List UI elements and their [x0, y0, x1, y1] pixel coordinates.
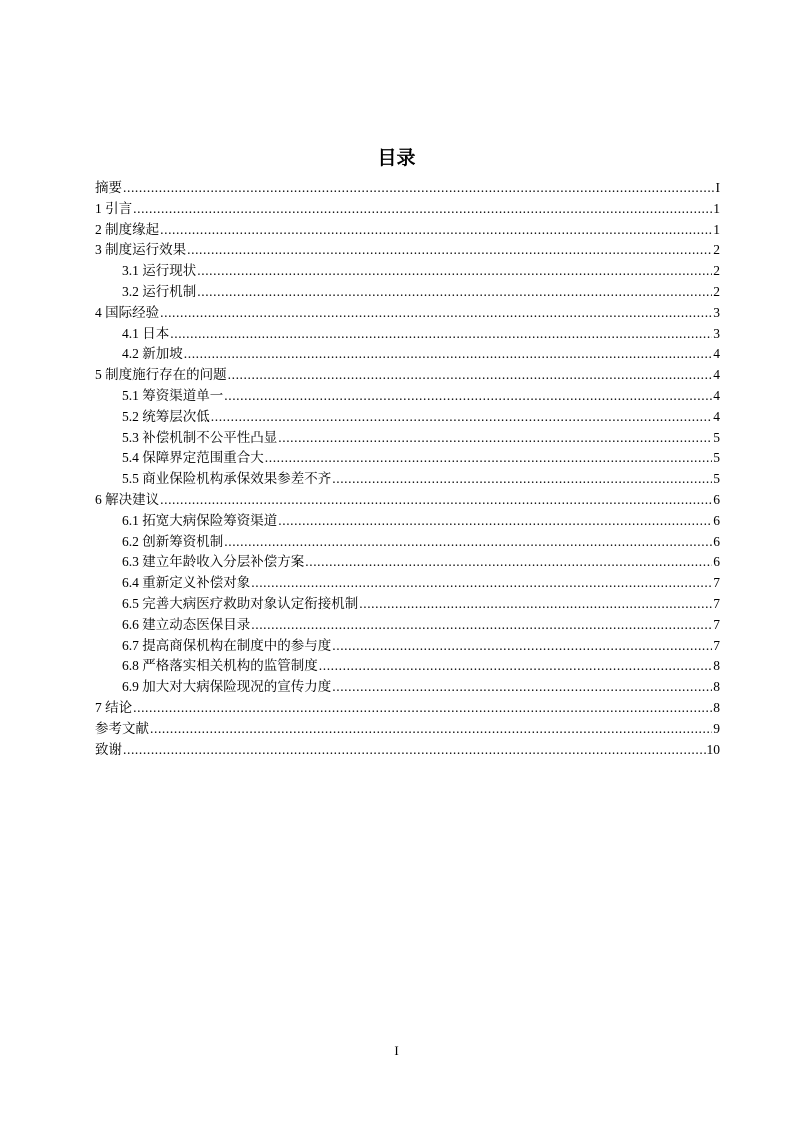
dot-leader [187, 240, 712, 261]
page-number: I [394, 1043, 399, 1058]
toc-list [95, 178, 720, 760]
toc-entry-label: 6.4 重新定义补偿对象 [122, 575, 251, 591]
toc-entry-page-number: 4 [713, 387, 720, 403]
toc-entry[interactable] [95, 178, 720, 199]
toc-entry[interactable] [95, 511, 720, 532]
toc-entry[interactable] [95, 636, 720, 657]
dot-leader [251, 615, 712, 636]
dot-leader [278, 428, 712, 449]
toc-entry-page-number: 4 [713, 408, 720, 424]
toc-entry[interactable] [95, 677, 720, 698]
toc-entry[interactable] [95, 428, 720, 449]
toc-entry-page-number: 8 [713, 679, 720, 695]
toc-entry-page-number: 10 [706, 741, 720, 757]
toc-entry-page-number: 2 [713, 283, 720, 299]
toc-entry-label: 5.3 补偿机制不公平性凸显 [122, 429, 278, 445]
dot-leader [160, 303, 712, 324]
dot-leader [224, 386, 712, 407]
dot-leader [133, 199, 712, 220]
toc-entry-page-number: 6 [713, 512, 720, 528]
toc-entry-label: 6.8 严格落实相关机构的监管制度 [122, 658, 318, 674]
toc-entry-page-number: 7 [713, 616, 720, 632]
toc-entry-label: 4.2 新加坡 [122, 346, 183, 362]
dot-leader [319, 656, 713, 677]
toc-entry-label: 1 引言 [95, 200, 133, 216]
toc-entry-label: 摘要 [95, 180, 122, 195]
dot-leader [251, 573, 712, 594]
toc-entry-label: 5.1 筹资渠道单一 [122, 387, 224, 403]
dot-leader [332, 636, 712, 657]
dot-leader [170, 324, 712, 345]
toc-entry-page-number: 7 [713, 595, 720, 611]
toc-entry-page-number: 2 [713, 263, 720, 279]
dot-leader [278, 511, 712, 532]
toc-entry[interactable] [95, 240, 720, 261]
toc-entry-page-number: 5 [713, 471, 720, 487]
toc-entry[interactable] [95, 698, 720, 719]
toc-entry-label: 3.2 运行机制 [122, 283, 197, 299]
toc-entry[interactable] [95, 324, 720, 345]
dot-leader [133, 698, 712, 719]
toc-entry-label: 4 国际经验 [95, 304, 160, 320]
toc-entry-page-number: 6 [713, 554, 720, 570]
toc-entry[interactable] [95, 407, 720, 428]
toc-entry[interactable] [95, 448, 720, 469]
toc-entry[interactable] [95, 532, 720, 553]
dot-leader [123, 740, 706, 761]
toc-entry-label: 6.7 提高商保机构在制度中的参与度 [122, 637, 332, 653]
toc-entry-label: 3 制度运行效果 [95, 242, 187, 258]
toc-entry[interactable] [95, 386, 720, 407]
toc-entry-page-number: 7 [713, 637, 720, 653]
toc-entry-label: 6.9 加大对大病保险现况的宣传力度 [122, 679, 332, 695]
toc-entry-page-number: I [715, 180, 720, 195]
toc-entry-label: 6.5 完善大病医疗救助对象认定衔接机制 [122, 595, 359, 611]
toc-entry-page-number: 8 [713, 658, 720, 674]
toc-entry[interactable] [95, 490, 720, 511]
toc-entry[interactable] [95, 615, 720, 636]
dot-leader [123, 178, 715, 199]
dot-leader [160, 220, 712, 241]
toc-entry-label: 5.5 商业保险机构承保效果参差不齐 [122, 471, 332, 487]
toc-entry-label: 2 制度缘起 [95, 221, 160, 237]
toc-entry-page-number: 2 [713, 242, 720, 258]
dot-leader [265, 448, 713, 469]
toc-title: 目录 [377, 147, 416, 169]
dot-leader [197, 261, 712, 282]
dot-leader [332, 677, 712, 698]
toc-entry-page-number: 7 [713, 575, 720, 591]
toc-entry-page-number: 6 [713, 491, 720, 507]
toc-entry-label: 5 制度施行存在的问题 [95, 367, 227, 383]
toc-entry[interactable] [95, 365, 720, 386]
toc-entry-page-number: 9 [713, 720, 720, 736]
dot-leader [150, 719, 712, 740]
toc-entry-label: 7 结论 [95, 699, 133, 715]
toc-entry[interactable] [95, 261, 720, 282]
toc-entry-page-number: 5 [713, 429, 720, 445]
toc-entry-page-number: 4 [713, 346, 720, 362]
dot-leader [305, 552, 712, 573]
toc-entry[interactable] [95, 594, 720, 615]
toc-entry-page-number: 5 [713, 450, 720, 466]
toc-entry-page-number: 8 [713, 699, 720, 715]
dot-leader [211, 407, 713, 428]
toc-entry-label: 致谢 [95, 741, 122, 757]
dot-leader [359, 594, 712, 615]
toc-entry[interactable] [95, 220, 720, 241]
toc-entry[interactable] [95, 469, 720, 490]
toc-entry[interactable] [95, 740, 720, 761]
toc-entry-label: 5.2 统筹层次低 [122, 408, 210, 424]
toc-entry-label: 参考文献 [95, 720, 149, 736]
toc-entry[interactable] [95, 303, 720, 324]
toc-entry[interactable] [95, 656, 720, 677]
toc-entry-label: 6.6 建立动态医保目录 [122, 616, 251, 632]
toc-entry-page-number: 1 [713, 200, 720, 216]
dot-leader [160, 490, 712, 511]
dot-leader [228, 365, 713, 386]
toc-entry-label: 6.2 创新筹资机制 [122, 533, 224, 549]
toc-entry-label: 5.4 保障界定范围重合大 [122, 450, 264, 466]
toc-entry[interactable] [95, 344, 720, 365]
toc-entry-label: 6 解决建议 [95, 491, 160, 507]
toc-entry-label: 6.1 拓宽大病保险筹资渠道 [122, 512, 278, 528]
toc-entry-page-number: 1 [713, 221, 720, 237]
toc-entry[interactable] [95, 282, 720, 303]
toc-entry-page-number: 3 [713, 325, 720, 341]
toc-entry-label: 6.3 建立年龄收入分层补偿方案 [122, 554, 305, 570]
toc-entry-page-number: 4 [713, 367, 720, 383]
dot-leader [197, 282, 712, 303]
toc-entry[interactable] [95, 199, 720, 220]
toc-entry-page-number: 6 [713, 533, 720, 549]
dot-leader [224, 532, 712, 553]
toc-entry-label: 3.1 运行现状 [122, 263, 197, 279]
toc-entry-page-number: 3 [713, 304, 720, 320]
toc-entry[interactable] [95, 573, 720, 594]
toc-entry-label: 4.1 日本 [122, 325, 170, 341]
dot-leader [184, 344, 713, 365]
toc-entry[interactable] [95, 719, 720, 740]
toc-entry[interactable] [95, 552, 720, 573]
dot-leader [332, 469, 712, 490]
